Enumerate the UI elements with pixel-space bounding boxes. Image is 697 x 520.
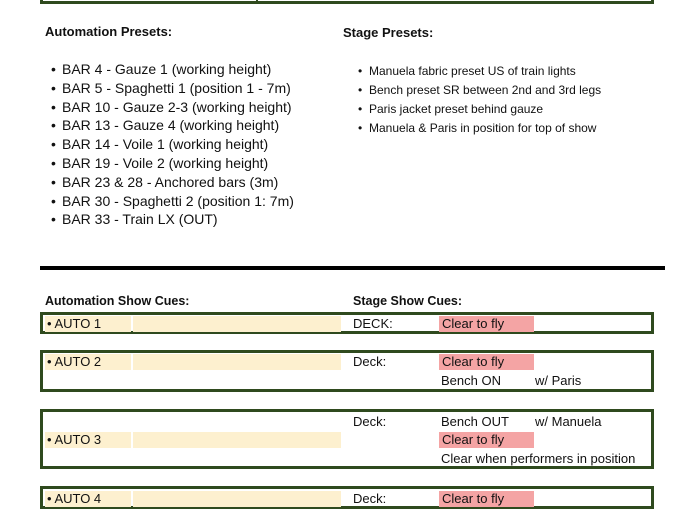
auto-cue-field	[133, 354, 341, 370]
stage-cue-text: Clear when performers in position	[441, 451, 636, 466]
auto-cue-field	[133, 316, 341, 332]
stage-show-cues-heading: Stage Show Cues:	[353, 294, 463, 308]
deck-label: DECK:	[353, 316, 393, 331]
deck-label: Deck:	[353, 354, 387, 369]
clear-to-fly-status: Clear to fly	[439, 491, 534, 507]
cue-row-auto-2	[40, 350, 654, 392]
automation-presets-heading: Automation Presets:	[45, 24, 173, 39]
clear-to-fly-status: Clear to fly	[439, 432, 534, 448]
auto-cue-label: • AUTO 3	[45, 432, 131, 448]
list-item: • BAR 33 - Train LX (OUT)	[62, 210, 294, 229]
list-item: • BAR 10 - Gauze 2-3 (working height)	[62, 98, 294, 117]
list-item: • Manuela fabric preset US of train lights	[369, 62, 601, 81]
stage-cue-text: Bench OUT	[441, 414, 509, 429]
list-item: • BAR 5 - Spaghetti 1 (position 1 - 7m)	[62, 79, 294, 98]
list-item: • BAR 14 - Voile 1 (working height)	[62, 135, 294, 154]
auto-cue-label: • AUTO 2	[45, 354, 131, 370]
clear-to-fly-status: Clear to fly	[439, 354, 534, 370]
list-item: • Bench preset SR between 2nd and 3rd legs	[369, 81, 601, 100]
deck-label: Deck:	[353, 491, 387, 506]
stage-presets-heading: Stage Presets:	[343, 25, 434, 40]
stage-cue-note: w/ Paris	[535, 373, 582, 388]
list-item: • Paris jacket preset behind gauze	[369, 100, 601, 119]
auto-cue-field	[133, 491, 341, 507]
automation-presets-list	[62, 60, 294, 229]
stage-cue-note: w/ Manuela	[535, 414, 602, 429]
cue-row-auto-1	[40, 312, 654, 334]
clear-to-fly-status: Clear to fly	[439, 316, 534, 332]
section-divider	[40, 266, 665, 270]
auto-cue-field	[133, 432, 341, 448]
previous-table-edge	[40, 0, 654, 4]
list-item: • Manuela & Paris in position for top of show	[369, 119, 601, 138]
auto-cue-label: • AUTO 4	[45, 491, 131, 507]
list-item: • BAR 23 & 28 - Anchored bars (3m)	[62, 173, 294, 192]
table-divider	[256, 0, 258, 1]
cue-row-auto-3	[40, 409, 654, 469]
stage-cue-text: Bench ON	[441, 373, 501, 388]
auto-cue-label: • AUTO 1	[45, 316, 131, 332]
cue-row-auto-4	[40, 486, 654, 509]
list-item: • BAR 19 - Voile 2 (working height)	[62, 154, 294, 173]
stage-presets-list	[369, 62, 601, 138]
automation-show-cues-heading: Automation Show Cues:	[45, 294, 190, 308]
list-item: • BAR 30 - Spaghetti 2 (position 1: 7m)	[62, 192, 294, 211]
list-item: • BAR 13 - Gauze 4 (working height)	[62, 116, 294, 135]
deck-label: Deck:	[353, 414, 387, 429]
list-item: • BAR 4 - Gauze 1 (working height)	[62, 60, 294, 79]
